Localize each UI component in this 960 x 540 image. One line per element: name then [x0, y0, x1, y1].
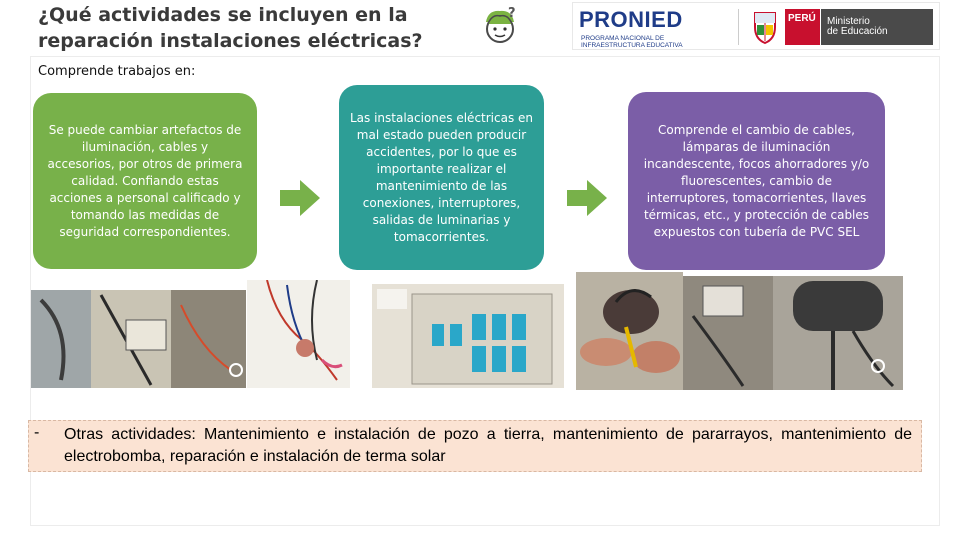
coat-of-arms-icon [751, 9, 779, 45]
note-bullet: - [34, 424, 40, 441]
card-maintenance: Las instalaciones eléctricas en mal estado pueden producir accidentes, por lo que es importante realizar el mantenimiento de las conexiones, interruptores, salidas de luminarias y tomacorrientes. [339, 85, 544, 270]
exposed-cables-photo [247, 280, 350, 388]
ministry-line-2: de Educación [827, 26, 888, 37]
card-replace-fixtures: Se puede cambiar artefactos de iluminación, cables y accesorios, por otros de primera calidad. Confiando estas acciones a personal calificado y tomando las medidas de seguridad correspondientes. [33, 93, 257, 269]
intro-text: Comprende trabajos en: [38, 64, 196, 79]
pronied-subtitle: PROGRAMA NACIONAL DE INFRAESTRUCTURA EDUCATIVA [581, 35, 683, 49]
breaker-panel-photo [372, 284, 564, 388]
slide-title: ¿Qué actividades se incluyen en la reparación instalaciones eléctricas? [38, 4, 423, 52]
card-replacement-details: Comprende el cambio de cables, lámparas de iluminación incandescente, focos ahorradores y/o fluorescentes, cambio de interruptores, tomacorrientes, llaves térmicas, etc., y protección de cables expuestos con tubería de PVC SEL [628, 92, 885, 270]
ministry-line-1: Ministerio [827, 16, 870, 27]
svg-text:?: ? [508, 6, 516, 21]
arrow-right-icon [276, 174, 324, 222]
note-text: Otras actividades: Mantenimiento e instalación de pozo a tierra, mantenimiento de pararrayos, mantenimiento de electrobomba, reparación e instalación de terma solar [64, 426, 912, 465]
peru-label: PERÚ [785, 9, 820, 45]
ministry-label [821, 9, 933, 45]
socket-repair-photo [576, 272, 683, 390]
logo-divider [738, 9, 739, 45]
arrow-right-icon [563, 174, 611, 222]
wall-fixture-photo [683, 276, 903, 390]
damaged-wiring-photo [31, 290, 246, 388]
pronied-logo: PRONIED [579, 7, 683, 32]
logo-bar [572, 2, 940, 50]
thinking-child-icon [478, 4, 522, 48]
